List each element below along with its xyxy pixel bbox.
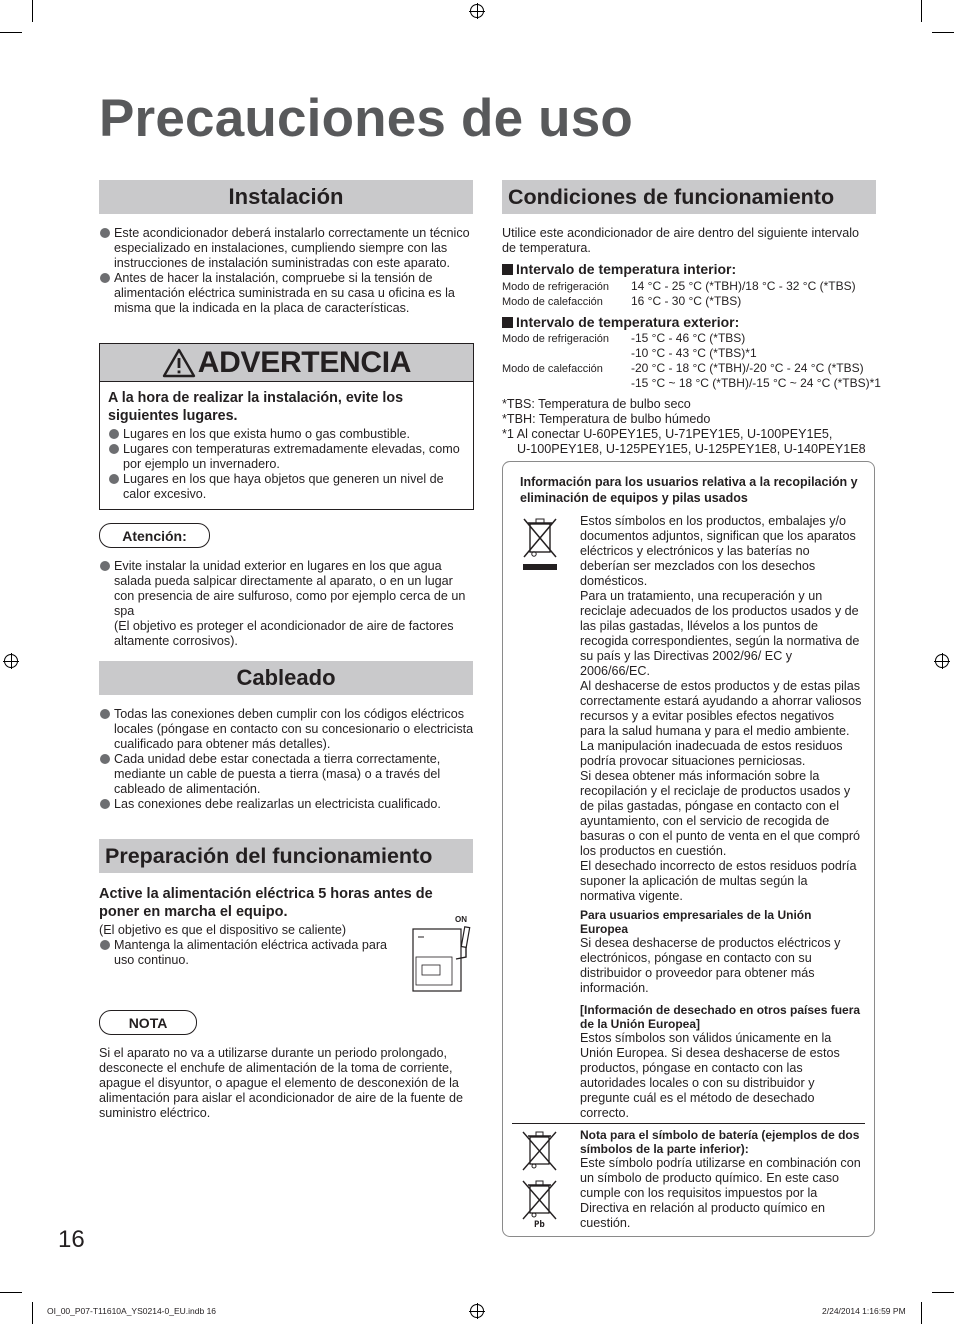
temp-row [502, 361, 603, 377]
square-bullet-icon [502, 264, 513, 275]
atencion-bullet: Evite instalar la unidad exterior en lugares en los que agua salada pueda salpicar directamente al aparato, o en un lugar con presencia de aire sulfuroso, como por ejemplo cerca de un spa [114, 559, 466, 618]
footer-timestamp: 2/24/2014 1:16:59 PM [822, 1306, 906, 1316]
preparacion-lead: Active la alimentación eléctrica 5 horas antes de poner en marcha el equipo. [99, 886, 433, 920]
list-item: Antes de hacer la instalación, compruebe si la tensión de alimentación eléctrica suministrada en su casa u oficina es la misma que la indicada en la placa de características. [99, 271, 474, 316]
crossed-bin-icon [521, 515, 561, 573]
weee-battery [580, 1128, 865, 1231]
warning-body [108, 389, 468, 502]
warning-title: ADVERTENCIA [197, 345, 412, 379]
instalacion-list [99, 226, 474, 316]
section-heading-instalacion: Instalación [99, 180, 473, 214]
breaker-switch-icon [410, 917, 474, 995]
outside-text: Estos símbolos son válidos únicamente en la Unión Europea. Si desea deshacerse de estos productos, póngase en contacto con las autoridades locales o con su distribuidor y pregunte cuál es el método de desechado correcto. [580, 1031, 840, 1120]
temp-row [502, 331, 609, 347]
crossed-bin-icon [520, 1130, 560, 1174]
power-switch-illustration [410, 915, 474, 995]
divider [512, 1123, 865, 1124]
list-item: Este acondicionador deberá instalarlo correctamente un técnico especializado en instalaciones, cumpliendo siempre con las instrucciones de instalación suministradas con este aparato. [99, 226, 474, 271]
crop-mark [932, 1292, 954, 1293]
pb-label: Pb [534, 1220, 545, 1230]
crop-mark [921, 0, 922, 22]
list-item: Cada unidad debe estar conectada a tierra correctamente, mediante un cable de puesta a tierra (masa) o a través del cableado de alimentación. [99, 752, 474, 797]
page-number: 16 [58, 1226, 85, 1253]
registration-mark-icon [935, 654, 949, 668]
temp-value: 16 °C - 30 °C (*TBS) [631, 294, 742, 308]
weee-paragraph: El desechado incorrecto de estos residuos podría suponer la aplicación de multas según la normativa vigente. [580, 859, 857, 903]
registration-mark-icon [4, 654, 18, 668]
footer-file-info: OI_00_P07-T11610A_YS0214-0_EU.indb 16 [47, 1306, 217, 1316]
atencion-text [99, 559, 474, 649]
temp-row [502, 279, 609, 295]
page-title: Precauciones de uso [99, 89, 634, 148]
crop-mark [932, 32, 954, 33]
interior-range-title [502, 261, 736, 277]
weee-body [580, 514, 862, 904]
interior-title: Intervalo de temperatura interior: [516, 261, 737, 277]
list-item [99, 559, 474, 649]
battery-text: Este símbolo podría utilizarse en combinación con un símbolo de producto químico. En este caso cumple con los requisitos impuestos por la Directiva en relación al producto químico en cuestión. [580, 1156, 861, 1230]
warning-triangle-icon [162, 348, 196, 378]
footnote: *TBS: Temperatura de bulbo seco [502, 397, 691, 411]
mode-label: Modo de refrigeración [502, 333, 610, 345]
crossed-bin-pb-icon [520, 1179, 560, 1223]
footnote: *TBH: Temperatura de bulbo húmedo [502, 412, 711, 426]
nota-text: Si el aparato no va a utilizarse durante un periodo prolongado, desconecte el enchufe de alimentación de la toma de corriente, apague el disyuntor, o apague el elemento de desconexión de la alimentación para aislar el acondicionador de aire de la fuente de suministro eléctrico. [99, 1046, 464, 1120]
crop-mark [0, 32, 22, 33]
temp-value: -20 °C - 18 °C (*TBH)/-20 °C - 24 °C (*TBS) [631, 361, 864, 375]
square-bullet-icon [502, 317, 513, 328]
list-item: Lugares en los que haya objetos que generen un nivel de calor excesivo. [108, 472, 468, 502]
list-item: Las conexiones debe realizarlas un electricista cualificado. [99, 797, 474, 812]
footnotes [502, 397, 882, 457]
switch-on-label: ON [455, 915, 467, 924]
temp-value: -10 °C - 43 °C (*TBS)*1 [631, 346, 757, 360]
warning-lead: A la hora de realizar la instalación, evite los siguientes lugares. [108, 390, 404, 424]
weee-paragraph: Si desea obtener más información sobre la recopilación y el reciclaje de productos usados y de pilas gastadas, póngase en contacto con el ayuntamiento, con el servicio de recogida de basuras o con el punto de venta en el que compró los productos en cuestión. [580, 769, 861, 858]
weee-outside-eu [580, 1003, 862, 1121]
mode-label: Modo de calefacción [502, 363, 603, 375]
weee-paragraph: Estos símbolos en los productos, embalajes y/o documentos adjuntos, significan que los aparatos eléctricos y electrónicos y las baterías no deberían ser mezclados con los desechos domésticos. [580, 514, 856, 588]
weee-paragraph: Para un tratamiento, una recuperación y un reciclaje adecuados de los productos usados y de las pilas gastadas, llévelos a los puntos de recogida correspondientes, según la normativa de su país y las Directivas 2002/96/ EC y 2006/66/EC. [580, 589, 860, 678]
temp-row [502, 294, 603, 310]
temp-value: 14 °C - 25 °C (*TBH)/18 °C - 32 °C (*TBS) [631, 279, 856, 293]
condiciones-intro: Utilice este acondicionador de aire dentro del siguiente intervalo de temperatura. [502, 226, 860, 255]
section-heading-preparacion: Preparación del funcionamiento [99, 839, 473, 873]
outside-title: [Información de desechado en otros países fuera de la Unión Europea] [580, 1003, 861, 1031]
preparacion-note: (El objetivo es que el dispositivo se caliente) [99, 923, 347, 937]
list-item: Lugares en los que exista humo o gas combustible. [108, 427, 468, 442]
nota-label: NOTA [99, 1010, 197, 1035]
list-item: Todas las conexiones deben cumplir con los códigos eléctricos locales (póngase en contacto con su concesionario o electricista cualificado para obtener más detalles). [99, 707, 474, 752]
crop-mark [32, 0, 33, 22]
temp-value: -15 °C ~ 18 °C (*TBH)/-15 °C ~ 24 °C (*TBS)*1 [631, 376, 881, 390]
atencion-note: (El objetivo es proteger el acondicionador de aire de factores altamente corrosivos). [114, 619, 454, 648]
battery-title: Nota para el símbolo de batería (ejemplos de dos símbolos de la parte inferior): [580, 1128, 860, 1156]
footnote: U-100PEY1E8, U-125PEY1E5, U-125PEY1E8, U-140PEY1E8 [517, 442, 866, 456]
business-text: Si desea deshacerse de productos eléctricos y electrónicos, póngase en contacto con su distribuidor o proveedor para obtener más información. [580, 936, 841, 995]
list-item: Lugares con temperaturas extremadamente elevadas, como por ejemplo un invernadero. [108, 442, 468, 472]
exterior-title: Intervalo de temperatura exterior: [516, 314, 740, 330]
footnote: *1 Al conectar U-60PEY1E5, U-71PEY1E5, U-100PEY1E5, [502, 427, 833, 441]
registration-mark-icon [470, 4, 484, 18]
registration-mark-icon [470, 1304, 484, 1318]
weee-info-box [502, 461, 875, 1237]
crop-mark [0, 1292, 22, 1293]
weee-title: Información para los usuarios relativa a la recopilación y eliminación de equipos y pilas usados [520, 475, 858, 505]
weee-business [580, 908, 862, 996]
crop-mark [32, 1302, 33, 1324]
preparacion-body [99, 923, 389, 968]
mode-label: Modo de calefacción [502, 296, 603, 308]
exterior-range-title [502, 314, 739, 330]
warning-box [99, 343, 474, 510]
crop-mark [921, 1302, 922, 1324]
cableado-list [99, 707, 474, 812]
temp-value: -15 °C - 46 °C (*TBS) [631, 331, 746, 345]
warning-heading [100, 344, 473, 382]
atencion-label: Atención: [99, 523, 210, 548]
weee-paragraph: Al deshacerse de estos productos y de estas pilas correctamente estará ayudando a ahorrar valiosos recursos y a evitar posibles efectos negativos para la salud humana y para el medio ambiente. La manipulación inadecuada de estos residuos podría provocar situaciones perniciosas. [580, 679, 862, 768]
section-heading-cableado: Cableado [99, 661, 473, 695]
section-heading-condiciones: Condiciones de funcionamiento [502, 180, 876, 214]
business-title: Para usuarios empresariales de la Unión Europea [580, 908, 812, 936]
mode-label: Modo de refrigeración [502, 281, 610, 293]
list-item: Mantenga la alimentación eléctrica activada para uso continuo. [99, 938, 389, 968]
